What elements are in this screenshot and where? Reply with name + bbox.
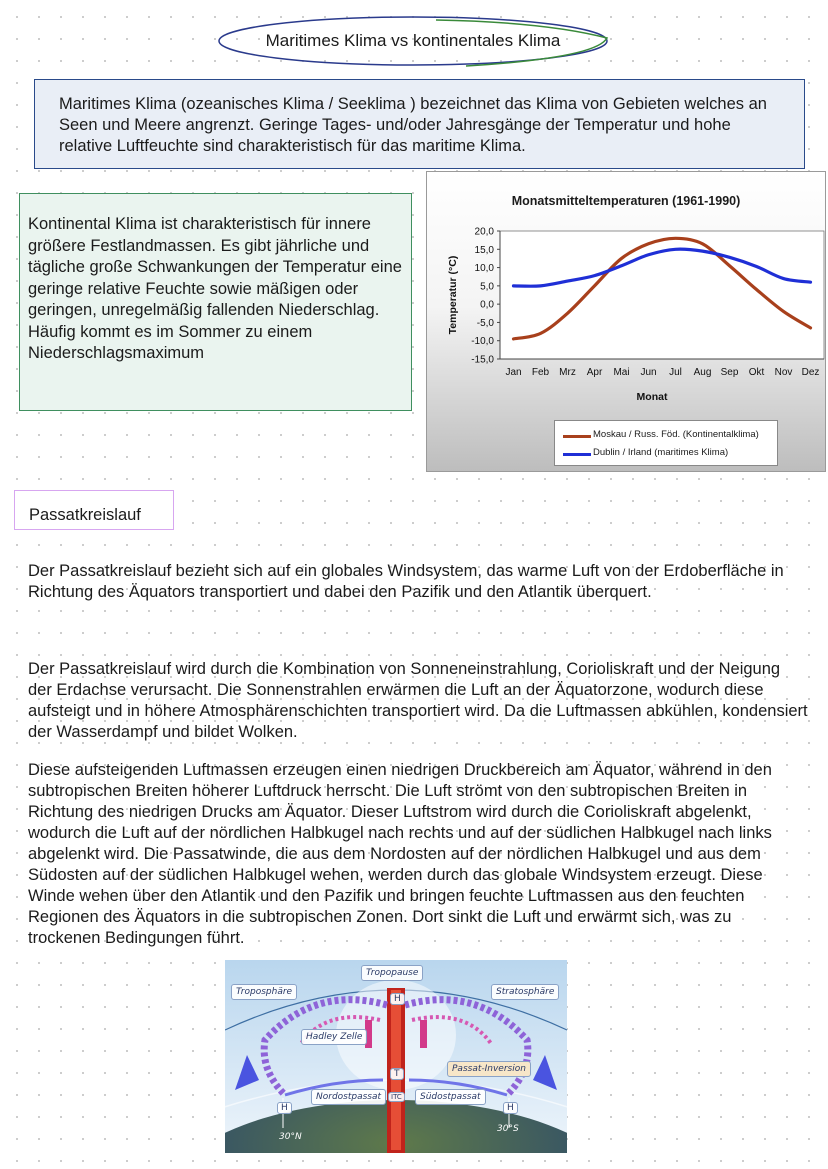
title-banner [216, 14, 610, 68]
label-stratosphaere: Stratosphäre [491, 984, 559, 1000]
label-hadley-zelle: Hadley Zelle [301, 1029, 367, 1045]
x-tick-label: Sep [720, 367, 739, 378]
section-heading-passatkreislauf [14, 490, 174, 530]
y-tick-label: 10,0 [474, 263, 494, 275]
continental-climate-box [19, 193, 412, 411]
y-tick-label: 0,0 [480, 299, 494, 311]
label-nordostpassat: Nordostpassat [311, 1089, 386, 1105]
x-tick-label: Jul [669, 367, 682, 378]
label-passat-inversion: Passat-Inversion [447, 1061, 531, 1077]
x-tick-label: Mai [613, 367, 630, 378]
maritime-climate-text: Maritimes Klima (ozeanisches Klima / Seeklima ) bezeichnet das Klima von Gebieten welches an Seen und Meere angrenzt. Geringe Tages- und/oder Jahresgänge der Temperatur und hohe relative Luftfeuchte sind charakteristisch für das maritime Klima. [59, 95, 767, 155]
y-tick-label: 15,0 [474, 244, 494, 256]
x-tick-label: Mrz [559, 367, 576, 378]
y-tick-label: -5,0 [476, 317, 494, 329]
temperature-chart [426, 171, 826, 472]
x-tick-label: Nov [774, 367, 793, 378]
page-title: Maritimes Klima vs kontinentales Klima [265, 31, 561, 50]
y-tick-label: 20,0 [474, 226, 494, 238]
label-itc: ITC [388, 1092, 405, 1102]
x-tick-label: Aug [693, 367, 712, 378]
label-troposphaere: Troposphäre [231, 984, 297, 1000]
x-tick-label: Apr [586, 367, 603, 378]
label-high-right: H [503, 1102, 518, 1114]
label-tropopause: Tropopause [361, 965, 423, 981]
x-tick-label: Dez [801, 367, 820, 378]
x-tick-label: Jan [505, 367, 522, 378]
chart-title: Monatsmitteltemperaturen (1961-1990) [511, 194, 741, 208]
maritime-climate-box [34, 79, 805, 169]
legend-swatch-moskau [563, 435, 591, 438]
legend-label-dublin: Dublin / Irland (maritimes Klima) [593, 447, 729, 458]
chart-legend [554, 420, 778, 466]
x-tick-label: Feb [531, 367, 550, 378]
paragraph-2: Der Passatkreislauf wird durch die Kombination von Sonneneinstrahlung, Corioliskraft und der Neigung der Erdachse verursacht. Die Sonnenstrahlen erwärmen die Luft an der Äquatorzone, wodurch diese aufsteigt und in höhere Atmosphärenschichten transportiert wird. Da die Luftmassen abkühlen, kondensiert der Wasserdampf und bildet Wolken. [28, 660, 808, 741]
y-tick-label: -10,0 [471, 336, 494, 348]
y-tick-label: -15,0 [471, 354, 494, 366]
legend-label-moskau: Moskau / Russ. Föd. (Kontinentalklima) [593, 429, 759, 440]
y-tick-label: 5,0 [480, 281, 494, 293]
continental-climate-text: Kontinental Klima ist charakteristisch für innere größere Festlandmassen. Es gibt jährliche und tägliche große Schwankungen der Temperatur eine geringe relative Feuchte sowie mäßigen oder geringen, unregelmäßig fallenden Niederschlag. Häufig kommt es im Sommer zu einem Niederschlagsmaximum [28, 215, 402, 362]
x-tick-label: Jun [640, 367, 657, 378]
x-axis-title: Monat [636, 391, 668, 403]
label-30s: 30°S [497, 1124, 519, 1134]
label-30n: 30°N [279, 1132, 302, 1142]
paragraph-3: Diese aufsteigenden Luftmassen erzeugen einen niedrigen Druckbereich am Äquator, während in den subtropischen Breiten höherer Luftdruck herrscht. Die Luft strömt von den subtropischen Breiten in Richtung des niedrigen Drucks am Äquator. Dieser Luftstrom wird durch die Corioliskraft abgelenkt, wodurch die Luft auf der nördlichen Halbkugel nach rechts und auf der südlichen Halbkugel nach links abgelenkt wird. Die Passatwinde, die aus dem Nordosten auf der nördlichen Halbkugel und aus dem Südosten auf der südlichen Halbkugel wehen, werden durch das globale Windsystem erzeugt. Diese Winde wehen über den Atlantik und den Pazifik und bringen feuchte Luftmassen aus den feuchten Regionen des Äquators in die subtropischen Zonen. Dort sinkt die Luft und erwärmt sich, was zu trockenen Bedingungen führt. [28, 761, 772, 947]
section-heading-text: Passatkreislauf [29, 506, 141, 524]
y-axis-title: Temperatur (°C) [447, 255, 459, 335]
x-tick-label: Okt [748, 367, 765, 378]
label-suedostpassat: Südostpassat [415, 1089, 486, 1105]
hadley-cell-diagram [225, 960, 567, 1153]
label-low-center: T [390, 1068, 404, 1080]
legend-swatch-dublin [563, 453, 591, 456]
label-high-left: H [277, 1102, 292, 1114]
paragraph-1: Der Passatkreislauf bezieht sich auf ein globales Windsystem, das warme Luft von der Erdoberfläche in Richtung des Äquators transportiert und dabei den Pazifik und den Atlantik überquert. [28, 562, 784, 601]
label-high-top: H [390, 993, 405, 1005]
